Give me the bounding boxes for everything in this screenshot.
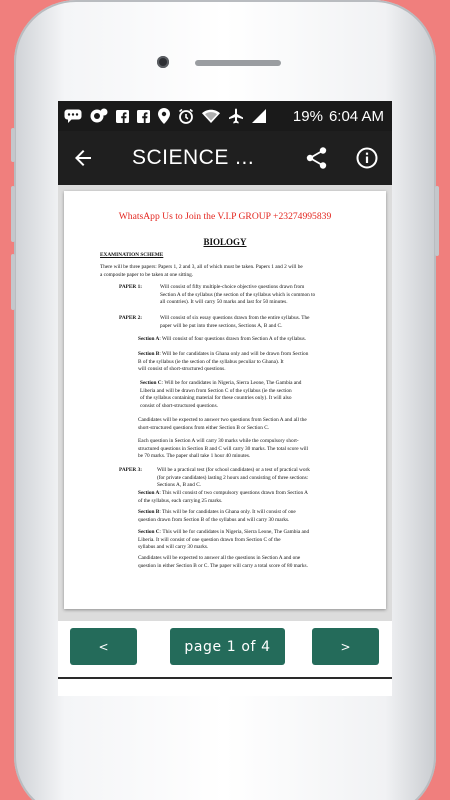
share-button[interactable]: [304, 145, 330, 171]
phone-side-button: [11, 186, 15, 242]
section-a-text: This will consist of two compulsory questions drawn from Section A of the syllabus, each carrying 25 marks.: [138, 490, 308, 504]
paper1-label: PAPER 1:: [119, 284, 142, 290]
notification-badge-icon: [90, 108, 108, 124]
paper3-label: PAPER 3:: [119, 467, 142, 473]
paper1-text: Will consist of fifty multiple-choice objective questions drawn from Section A of the syllabus (the section of the syllabus which is common to all countries). It will carry 50 marks and last for 50 minutes.: [160, 284, 316, 306]
facebook-icon: [137, 110, 150, 123]
location-icon: [158, 108, 170, 124]
section-a-label: Section A: [138, 490, 160, 496]
intro-paragraph: There will be three papers: Papers 1, 2 and 3, all of which must be taken. Papers 1 and 2 will be a composite paper to be taken at one sitting.: [100, 264, 303, 278]
bottom-divider: [58, 677, 392, 679]
whatsapp-promo-line: WhatsApp Us to Join the V.I.P GROUP +23274995839: [118, 211, 332, 222]
earpiece-speaker: [195, 60, 281, 66]
section-b-text: Will be for candidates in Ghana only and will be drawn from Section B of the syllabus (ie the section of the syllabus peculiar to Ghana). It will consist of short-structured questions.: [138, 351, 309, 373]
app-bar: [58, 131, 392, 185]
wifi-icon: [202, 109, 220, 123]
info-button[interactable]: [354, 145, 380, 171]
section-heading: EXAMINATION SCHEME: [100, 252, 164, 258]
battery-percentage: 19%: [292, 107, 323, 125]
phone-screen: [58, 101, 392, 696]
paper3-section-c: Section C: This will be for candidates in Nigeria, Sierra Leone, The Gambia and Liberia. It will consist of one question drawn from Section C of the syllabus and will carry 30 marks.: [138, 529, 310, 551]
paper3-section-a: Section A: This will consist of two compulsory questions drawn from Section A of the syllabus, each carrying 25 marks.: [138, 490, 308, 504]
page-controls: [58, 621, 392, 696]
document-page: [64, 191, 386, 609]
airplane-icon: [228, 108, 244, 124]
document-viewer[interactable]: [58, 185, 392, 621]
section-c-label: Section C: [138, 529, 160, 535]
paper2-section-b: Section B: Will be for candidates in Ghana only and will be drawn from Section B of the syllabus (ie the section of the syllabus peculiar to Ghana). It will consist of short-structured questions.: [138, 351, 309, 373]
phone-side-button: [11, 254, 15, 310]
section-c-text: Will be for candidates in Nigeria, Sierra Leone, The Gambia and Liberia and will be drawn from Section C of the syllabus (ie the section of the syllabus containing material for these countries only). It will also consist of short-structured questions.: [140, 380, 302, 409]
paper3-section-b: Section B: This will be for candidates in Ghana only. It will consist of one question drawn from Section B of the syllabus and will carry 30 marks.: [138, 509, 296, 523]
paper2-candidates-text: Candidates will be expected to answer two questions from Section A and all the short-structured questions from either Section B or Section C.: [138, 417, 307, 431]
signal-icon: [252, 109, 266, 123]
section-c-text: This will be for candidates in Nigeria, Sierra Leone, The Gambia and Liberia. It will consist of one question drawn from Section C of the syllabus and will carry 30 marks.: [138, 529, 310, 551]
paper3-text: Will be a practical test (for school candidates) or a test of practical work (for private candidates) lasting 2 hours and consisting of three sections: Sections A, B and C.: [157, 467, 310, 489]
section-a-label: Section A: [138, 336, 160, 342]
page-indicator: page 1 of 4: [170, 628, 285, 665]
status-bar: [58, 101, 392, 131]
alarm-icon: [178, 108, 194, 124]
front-camera: [157, 56, 169, 68]
subject-title: BIOLOGY: [203, 237, 247, 247]
phone-side-button: [11, 128, 15, 162]
paper3-candidates-text: Candidates will be expected to answer all the questions in Section A and one question in either Section B or C. The paper will carry a total score of 80 marks.: [138, 555, 308, 569]
paper2-section-c: Section C: Will be for candidates in Nigeria, Sierra Leone, The Gambia and Liberia and will be drawn from Section C of the syllabus (ie the section of the syllabus containing material for these countries only). It will also consist of short-structured questions.: [140, 380, 302, 409]
section-a-text: Will consist of four questions drawn from Section A of the syllabus.: [162, 336, 307, 342]
arrow-back-icon: [73, 148, 93, 168]
previous-page-button[interactable]: <: [70, 628, 137, 665]
back-button[interactable]: [58, 131, 108, 185]
paper2-marks-text: Each question in Section A will carry 30 marks while the compulsory short- structured questions in Section B and C will carry 30 marks. The total score will be 70 marks. The paper shall take 1 hour 40 minutes.: [138, 438, 309, 460]
section-b-label: Section B: [138, 351, 160, 357]
info-icon: [354, 145, 380, 171]
paper2-section-a: Section A: Will consist of four questions drawn from Section A of the syllabus.: [138, 336, 307, 342]
paper2-text: Will consist of six essay questions drawn from the entire syllabus. The paper will be put into three sections, Sections A, B and C.: [160, 315, 310, 329]
share-icon: [304, 145, 330, 171]
next-page-button[interactable]: >: [312, 628, 379, 665]
document-title: SCIENCE ...: [132, 146, 255, 169]
paper2-label: PAPER 2:: [119, 315, 142, 321]
section-b-label: Section B: [138, 509, 160, 515]
clock-time: 6:04 AM: [328, 107, 384, 125]
section-c-label: Section C: [140, 380, 162, 386]
section-b-text: This will be for candidates in Ghana only. It will consist of one question drawn from Section B of the syllabus and will carry 30 marks.: [138, 509, 296, 523]
phone-side-button: [435, 186, 439, 256]
facebook-icon: [116, 110, 129, 123]
chat-icon: [64, 109, 82, 123]
